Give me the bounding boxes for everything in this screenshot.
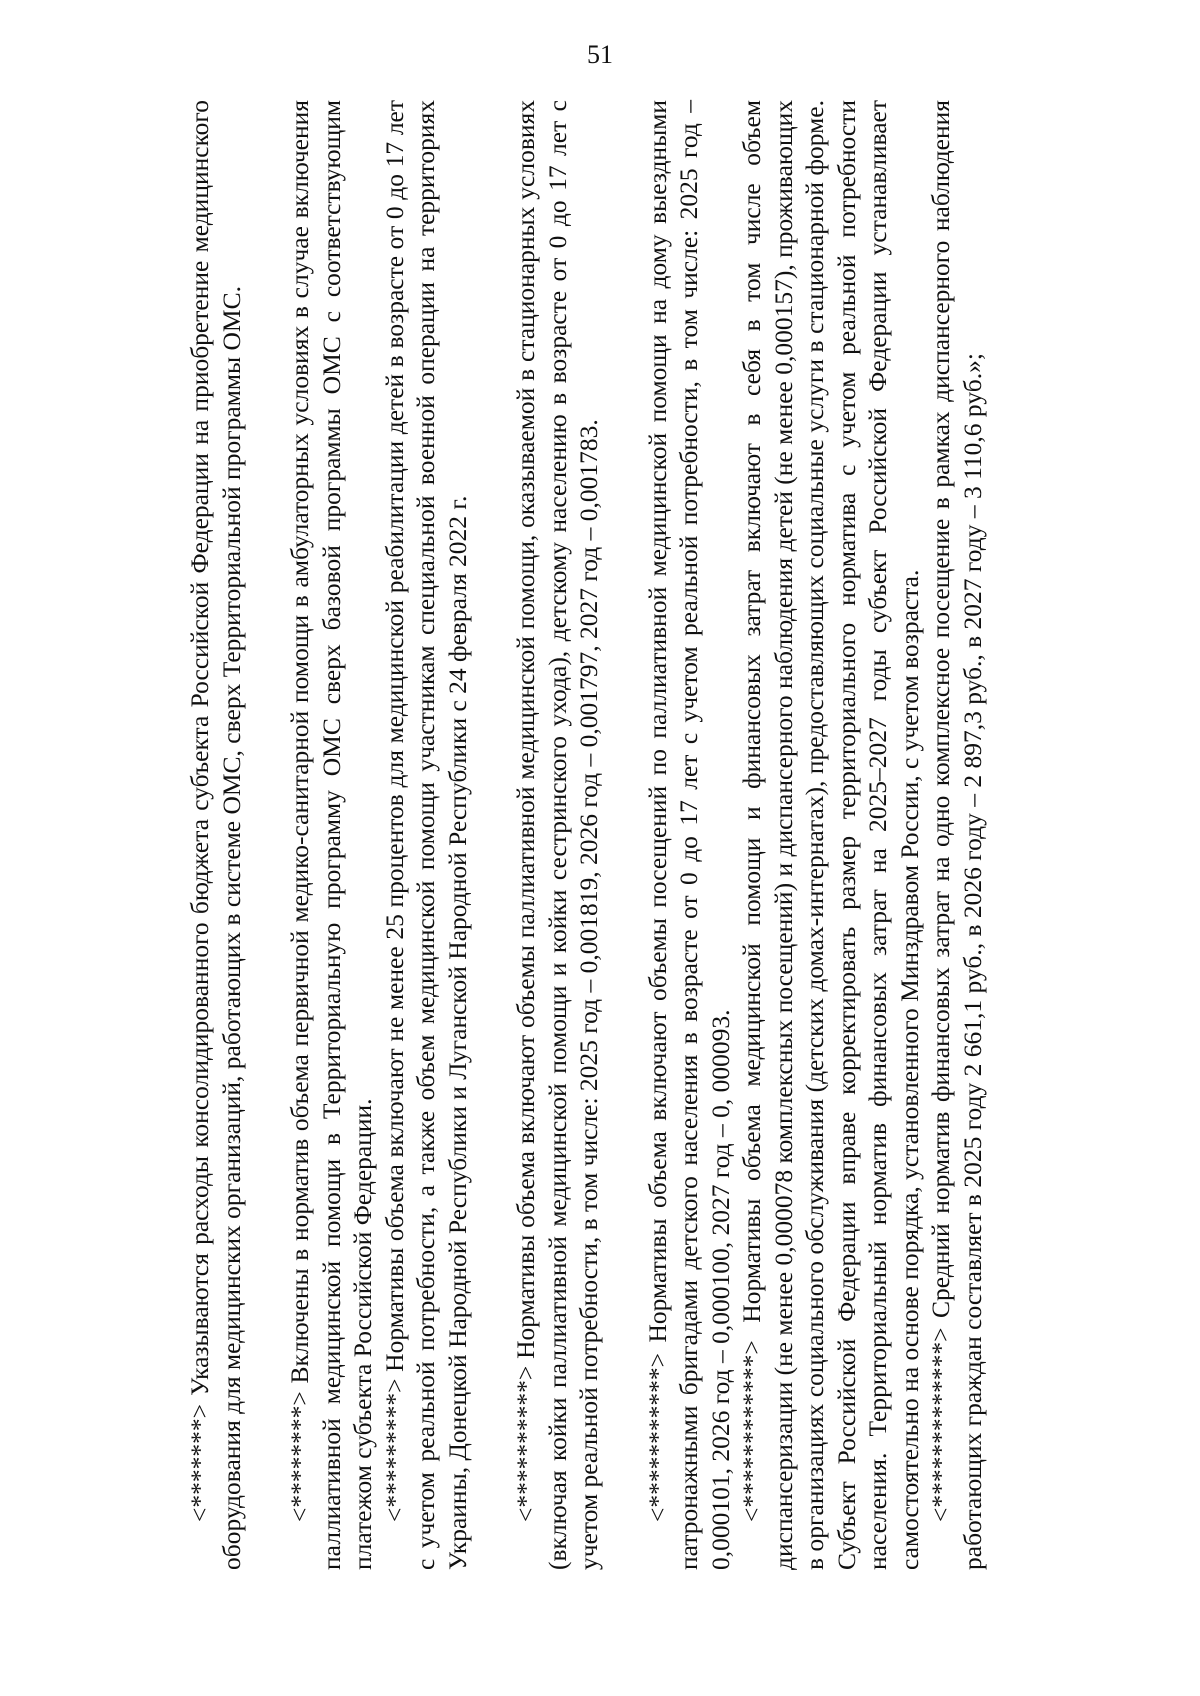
- footnote: [510, 100, 605, 1570]
- footnote-text: Нормативы объема включают объемы паллиативной медицинской помощи, оказываемой в стационарных условиях (включая койки паллиативной медицинской помощи и койки сестринского ухода), детскому населению в возрасте от 0 до 17 лет с учетом реальной потребности, в том числе: 2025 год – 0,001819, 2026 год – 0,001797, 2027 год – 0,001783.: [511, 100, 603, 1570]
- footnote-marker: <************>: [737, 1340, 766, 1522]
- footnote-text: Нормативы объема включают не менее 25 процентов для медицинской реабилитации детей в возрасте от 0 до 17 лет с учетом реальной потребности, а также объем медицинской помощи участникам специальной военной операции на территориях Украины, Донецкой Народной Республики и Луганской Народной Республики с 24 февраля 2022 г.: [379, 99, 472, 1570]
- footnote-text: Нормативы объема включают объемы посещений по паллиативной медицинской помощи на дому выездными патронажными бригадами детского населения в возрасте от 0 до 17 лет с учетом реальной потребности, в том числе: 2025 год – 0,000101, 2026 год – 0,000100, 2027 год – 0, 000093.: [642, 100, 735, 1570]
- footnote-text: Включены в норматив объема первичной медико-санитарной помощи в амбулаторных условиях в случае включения паллиативной медицинской помощи в Территориальную программу ОМС сверх базовой программы ОМС с соответствующим платежом субъекта Российской Федерации.: [285, 99, 377, 1570]
- footnote-marker: <*******>: [185, 1403, 214, 1522]
- footnote: [925, 100, 988, 1570]
- footnote-marker: <**********>: [511, 1365, 540, 1522]
- footnote: [184, 100, 247, 1570]
- footnote: [284, 100, 379, 1570]
- footnote-text: Указываются расходы консолидированного бюджета субъекта Российской Федерации на приобретение медицинского оборудования для медицинских организаций, работающих в системе ОМС, сверх Территориальной программы ОМС.: [185, 100, 246, 1570]
- page-number: 51: [587, 40, 613, 69]
- footnote-marker: <*************>: [926, 1327, 955, 1522]
- footnote: [379, 100, 474, 1570]
- footnote-text: Нормативы объема медицинской помощи и финансовых затрат включают в себя в том числе объем диспансеризации (не менее 0,000078 комплексных посещений) и диспансерного наблюдения детей (не менее 0,000157), проживающих в организациях социального обслуживания (детских домах-интернатах), предоставляющих социальные услуги в стационарной форме. Субъект Российской Федерации вправе корректировать размер территориального норматива с учетом реальной потребности населения. Территориальный норматив финансовых затрат на 2025–2027 годы субъект Российской Федерации устанавливает самостоятельно на основе порядка, установленного Минздравом России, с учетом возраста.: [737, 100, 924, 1570]
- footnote: [642, 100, 737, 1570]
- footnote-marker: <***********>: [642, 1352, 672, 1522]
- footnote: [736, 100, 925, 1570]
- footnotes-block: [184, 100, 988, 1570]
- footnote-marker: <*********>: [379, 1378, 409, 1522]
- footnote-text: Средний норматив финансовых затрат на одно комплексное посещение в рамках диспансерного наблюдения работающих граждан составляет в 2025 году 2 661,1 руб., в 2026 году – 2 897,3 руб., в 2027 году – 3 110,6 руб.»;: [926, 99, 987, 1570]
- footnote-marker: <********>: [285, 1391, 314, 1522]
